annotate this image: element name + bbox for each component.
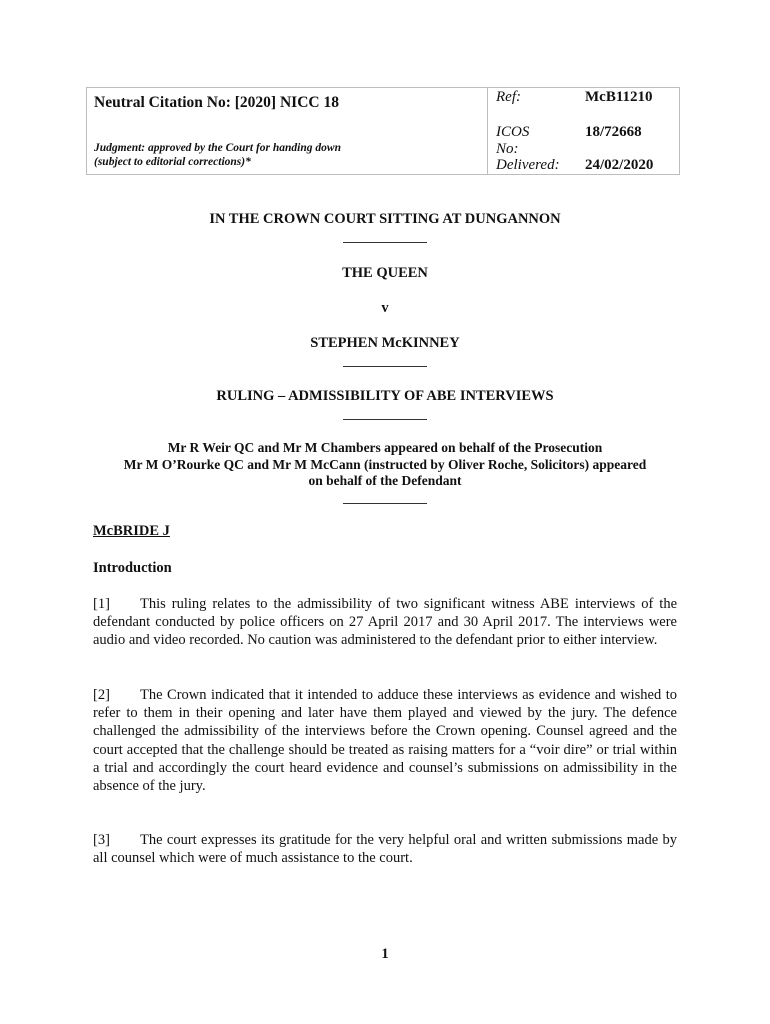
paragraph-text: The Crown indicated that it intended to adduce these interviews as evidence and wished to refer to them in their opening and later have them played and viewed by the jury. The defence challenged the admissibility of the interviews before the Crown opening. Counsel agreed and the court accepted that the challenge should be treated as raising matters for a “voir dire” or trial within a trial and accordingly the court heard evidence and counsel’s submissions on admissibility in the absence of the jury. xyxy=(93,687,677,795)
ruling-title: RULING – ADMISSIBILITY OF ABE INTERVIEWS xyxy=(216,388,554,404)
plaintiff-name: THE QUEEN xyxy=(342,265,428,281)
citation-cell xyxy=(87,88,488,174)
appearance-prosecution: Mr R Weir QC and Mr M Chambers appeared on behalf of the Prosecution xyxy=(167,440,603,455)
paragraph-number: [1] xyxy=(93,596,110,612)
page-number: 1 xyxy=(381,946,389,962)
court-heading: IN THE CROWN COURT SITTING AT DUNGANNON xyxy=(209,211,561,227)
versus-label: v xyxy=(381,300,389,316)
paragraph-2 xyxy=(93,686,677,795)
ref-value: McB11210 xyxy=(585,89,653,105)
delivered-label: Delivered: xyxy=(496,157,560,173)
appearances xyxy=(86,440,684,490)
appearance-defence-cont: on behalf of the Defendant xyxy=(308,473,462,488)
paragraph-number: [2] xyxy=(93,687,110,703)
section-heading: Introduction xyxy=(93,560,172,576)
icos-value: 18/72668 xyxy=(585,124,642,140)
paragraph-text: The court expresses its gratitude for the very helpful oral and written submissions made by all counsel which were of much assistance to the court. xyxy=(93,832,677,867)
neutral-citation: Neutral Citation No: [2020] NICC 18 xyxy=(94,94,339,111)
divider xyxy=(343,242,427,243)
icos-label: ICOS No: xyxy=(496,124,530,157)
ref-label: Ref: xyxy=(496,89,521,105)
divider xyxy=(343,419,427,420)
divider xyxy=(343,503,427,504)
judge-name: McBRIDE J xyxy=(93,523,170,539)
citation-table xyxy=(86,87,680,175)
approval-note-line1: Judgment: approved by the Court for handing down xyxy=(94,142,341,154)
approval-note xyxy=(94,141,341,169)
paragraph-number: [3] xyxy=(93,832,110,848)
appearance-defence: Mr M O’Rourke QC and Mr M McCann (instructed by Oliver Roche, Solicitors) appeared xyxy=(123,456,647,472)
paragraph-1 xyxy=(93,595,677,650)
paragraph-text: This ruling relates to the admissibility of two significant witness ABE interviews of the defendant conducted by police officers on 27 April 2017 and 30 April 2017. The interviews were audio and video recorded. No caution was administered to the defendant prior to either interview. xyxy=(93,596,677,649)
approval-note-line2: (subject to editorial corrections)* xyxy=(94,156,251,168)
defendant-name: STEPHEN McKINNEY xyxy=(310,335,460,351)
paragraph-3 xyxy=(93,831,677,867)
delivered-value: 24/02/2020 xyxy=(585,157,654,173)
divider xyxy=(343,366,427,367)
